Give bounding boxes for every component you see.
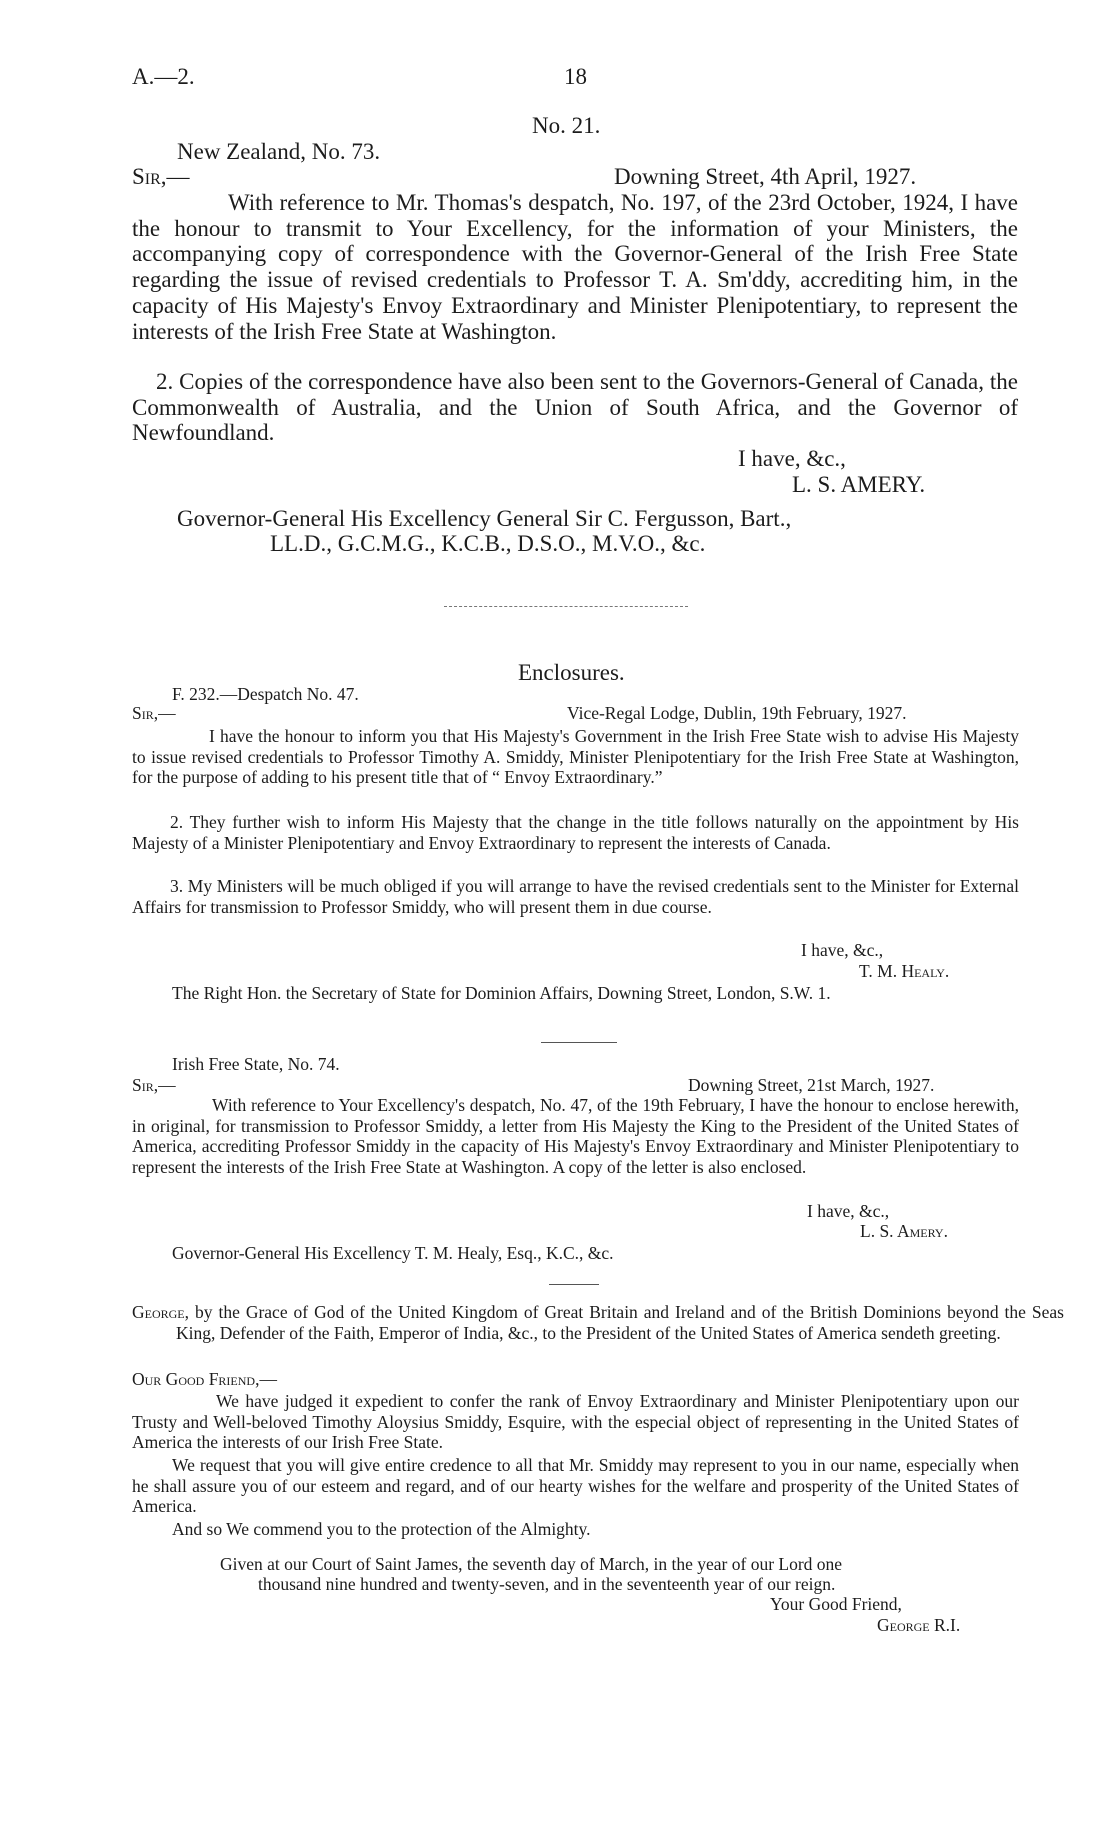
despatch-place-date: Downing Street, 4th April, 1927.	[614, 164, 917, 189]
letter2-closing: I have, &c.,	[807, 1201, 890, 1221]
letter1-closing: I have, &c.,	[801, 940, 884, 960]
despatch-paragraph-2: 2. Copies of the correspondence have also been sent to the Governors-General of Canada, the Commonwealth of Australia, and the Union of South Africa, and the Governor of Newfoundland.	[132, 369, 1018, 446]
letter1-ref: F. 232.—Despatch No. 47.	[172, 684, 359, 704]
letter3-given-line1: Given at our Court of Saint James, the seventh day of March, in the year of our Lord one	[220, 1554, 843, 1574]
letter1-addressee: The Right Hon. the Secretary of State for Dominion Affairs, Downing Street, London, S.W. 1.	[172, 983, 831, 1003]
despatch-salutation: Sir,—	[132, 164, 190, 189]
royal-letter-opening	[132, 1302, 1064, 1343]
letter3-paragraph-2: We request that you will give entire credence to all that Mr. Smiddy may represent to you in our name, especially when he shall assure you of our esteem and regard, and of our hearty wishes for the welfare and prosperity of the United States of America.	[132, 1455, 1019, 1516]
letter1-paragraph-3: 3. My Ministers will be much obliged if you will arrange to have the revised credentials sent to the Minister for External Affairs for transmission to Professor Smiddy, who will present them in due course.	[132, 876, 1019, 917]
letter2-salutation: Sir,—	[132, 1075, 176, 1095]
letter3-paragraph-1: We have judged it expedient to confer the rank of Envoy Extraordinary and Minister Plenipotentiary upon our Trusty and Well-beloved Timothy Aloysius Smiddy, Esquire, with the especial object of representing in the United States of America the interests of our Irish Free State.	[132, 1391, 1019, 1452]
section-divider	[444, 606, 688, 607]
letter3-paragraph-3: And so We commend you to the protection of the Almighty.	[172, 1519, 591, 1539]
letter1-paragraph-2: 2. They further wish to inform His Majesty that the change in the title follows naturally on the appointment by His Majesty of a Minister Plenipotentiary and Envoy Extraordinary to represent the interests of Canada.	[132, 812, 1019, 853]
page-number: 18	[564, 64, 587, 89]
royal-opening-text: , by the Grace of God of the United Kingdom of Great Britain and Ireland and of the British Dominions beyond the Seas King, Defender of the Faith, Emperor of India, &c., to the President of the United States of America sendeth greeting.	[176, 1302, 1064, 1343]
letter3-closing: Your Good Friend,	[770, 1594, 902, 1614]
letter-divider	[541, 1042, 617, 1043]
letter1-place-date: Vice-Regal Lodge, Dublin, 19th February, 1927.	[567, 703, 907, 723]
despatch-addressee-line2: LL.D., G.C.M.G., K.C.B., D.S.O., M.V.O., &c.	[270, 531, 706, 556]
letter3-salutation: Our Good Friend,—	[132, 1369, 277, 1389]
letter2-place-date: Downing Street, 21st March, 1927.	[688, 1075, 935, 1095]
letter2-paragraph-1: With reference to Your Excellency's despatch, No. 47, of the 19th February, I have the honour to enclose herewith, in original, for transmission to Professor Smiddy, a letter from His Majesty the King to the President of the United States of America, accrediting Professor Smiddy in the capacity of His Majesty's Envoy Extraordinary and Minister Plenipotentiary to represent the interests of the Irish Free State at Washington. A copy of the letter is also enclosed.	[132, 1095, 1019, 1177]
letter1-salutation: Sir,—	[132, 703, 176, 723]
letter3-given-line2: thousand nine hundred and twenty-seven, and in the seventeenth year of our reign.	[258, 1574, 836, 1594]
despatch-paragraph-1: With reference to Mr. Thomas's despatch, No. 197, of the 23rd October, 1924, I have the honour to transmit to Your Excellency, for the information of your Ministers, the accompanying copy of correspondence with the Governor-General of the Irish Free State regarding the issue of revised credentials to Professor T. A. Sm'ddy, accrediting him, in the capacity of His Majesty's Envoy Extraordinary and Minister Plenipotentiary, to represent the interests of the Irish Free State at Washington.	[132, 190, 1018, 344]
letter2-signature: L. S. Amery.	[860, 1221, 948, 1241]
despatch-addressee-line1: Governor-General His Excellency General Sir C. Fergusson, Bart.,	[177, 506, 792, 531]
letter1-signature: T. M. Healy.	[859, 961, 950, 981]
despatch-number: No. 21.	[532, 113, 601, 138]
letter3-signature: George R.I.	[877, 1615, 961, 1635]
letter2-addressee: Governor-General His Excellency T. M. Healy, Esq., K.C., &c.	[172, 1243, 614, 1263]
letter-divider-2	[549, 1284, 599, 1285]
despatch-closing: I have, &c.,	[738, 446, 846, 471]
enclosures-heading: Enclosures.	[518, 660, 625, 685]
letter1-paragraph-1: I have the honour to inform you that His Majesty's Government in the Irish Free State wish to advise His Majesty to issue revised credentials to Professor Timothy A. Smiddy, Minister Plenipotentiary for the Irish Free State at Washington, for the purpose of adding to his present title that of “ Envoy Extraordinary.”	[132, 726, 1019, 787]
despatch-signature: L. S. AMERY.	[792, 472, 926, 497]
series-mark: A.—2.	[132, 64, 195, 89]
letter2-ref: Irish Free State, No. 74.	[172, 1054, 340, 1074]
royal-name: George	[132, 1302, 185, 1322]
despatch-ref: New Zealand, No. 73.	[177, 139, 381, 164]
